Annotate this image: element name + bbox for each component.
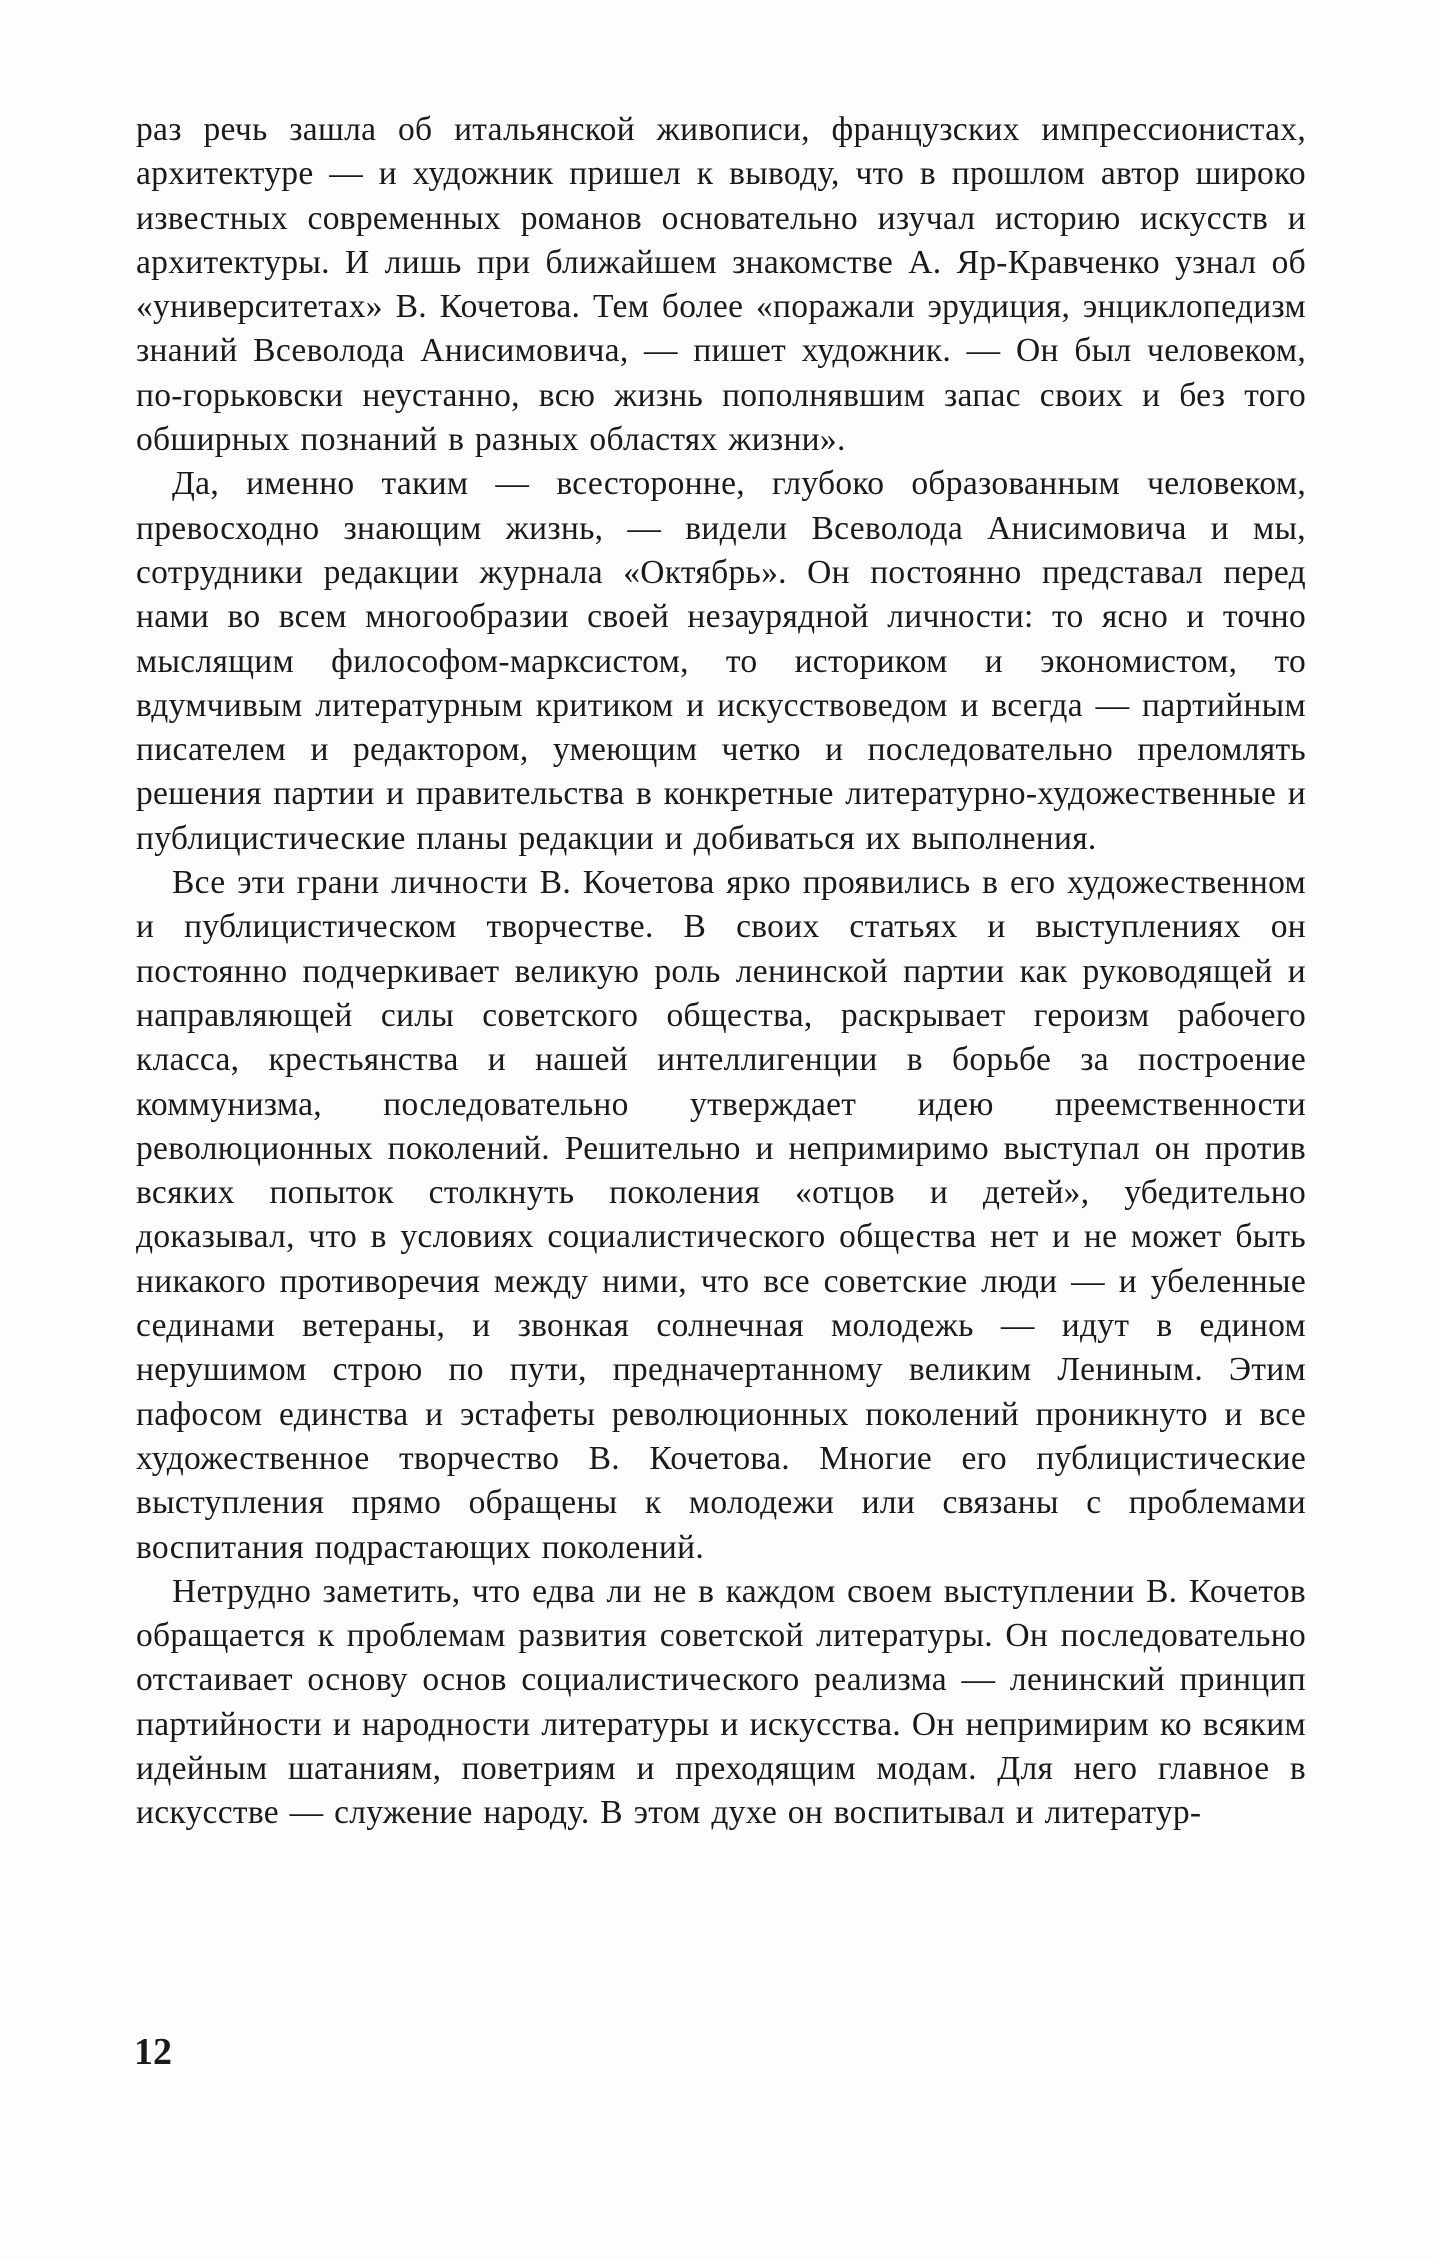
paragraph-3: Все эти грани личности В. Кочетова ярко проявились в его художественном и публицистическом творчестве. В своих статьях и выступлениях он постоянно подчеркивает великую роль ленинской партии как руководящей и направляющей силы советского общества, раскрывает героизм рабочего класса, крестьянства и нашей интеллигенции в борьбе за построение коммунизма, последовательно утверждает идею преемственности революционных поколений. Решительно и непримиримо выступал он против всяких попыток столкнуть поколения «отцов и детей», убедительно доказывал, что в условиях социалистического общества нет и не может быть никакого противоречия между ними, что все советские люди — и убеленные сединами ветераны, и звонкая солнечная молодежь — идут в едином нерушимом строю по пути, предначертанному великим Лениным. Этим пафосом единства и эстафеты революционных поколений проникнуто и все художественное творчество В. Кочетова. Многие его публицистические выступления прямо обращены к молодежи или связаны с проблемами воспитания подрастающих поколений. (136, 864, 1306, 1566)
paragraph-2: Да, именно таким — всесторонне, глубоко образованным человеком, превосходно знающим жизнь, — видели Всеволода Анисимовича и мы, сотрудники редакции журнала «Октябрь». Он постоянно представал перед нами во всем многообразии своей незаурядной личности: то ясно и точно мыслящим философом-марксистом, то историком и экономистом, то вдумчивым литературным критиком и искусствоведом и всегда — партийным писателем и редактором, умеющим четко и последовательно преломлять решения партии и правительства в конкретные литературно-художественные и публицистические планы редакции и добиваться их выполнения. (136, 465, 1306, 857)
body-text (136, 108, 1306, 1836)
paragraph-1: раз речь зашла об итальянской живописи, французских импрессионистах, архитектуре — и художник пришел к выводу, что в прошлом автор широко известных современных романов основательно изучал историю искусств и архитектуры. И лишь при ближайшем знакомстве А. Яр-Кравченко узнал об «университетах» В. Кочетова. Тем более «поражали эрудиция, энциклопедизм знаний Всеволода Анисимовича, — пишет художник. — Он был человеком, по-горьковски неустанно, всю жизнь пополнявшим запас своих и без того обширных познаний в разных областях жизни». (136, 111, 1306, 459)
paragraph-4: Нетрудно заметить, что едва ли не в каждом своем выступлении В. Кочетов обращается к проблемам развития советской литературы. Он последовательно отстаивает основу основ социалистического реализма — ленинский принцип партийности и народности литературы и искусства. Он непримирим ко всяким идейным шатаниям, поветриям и преходящим модам. Для него главное в искусстве — служение народу. В этом духе он воспитывал и литератур- (136, 1572, 1306, 1832)
page-number: 12 (134, 2031, 172, 2073)
